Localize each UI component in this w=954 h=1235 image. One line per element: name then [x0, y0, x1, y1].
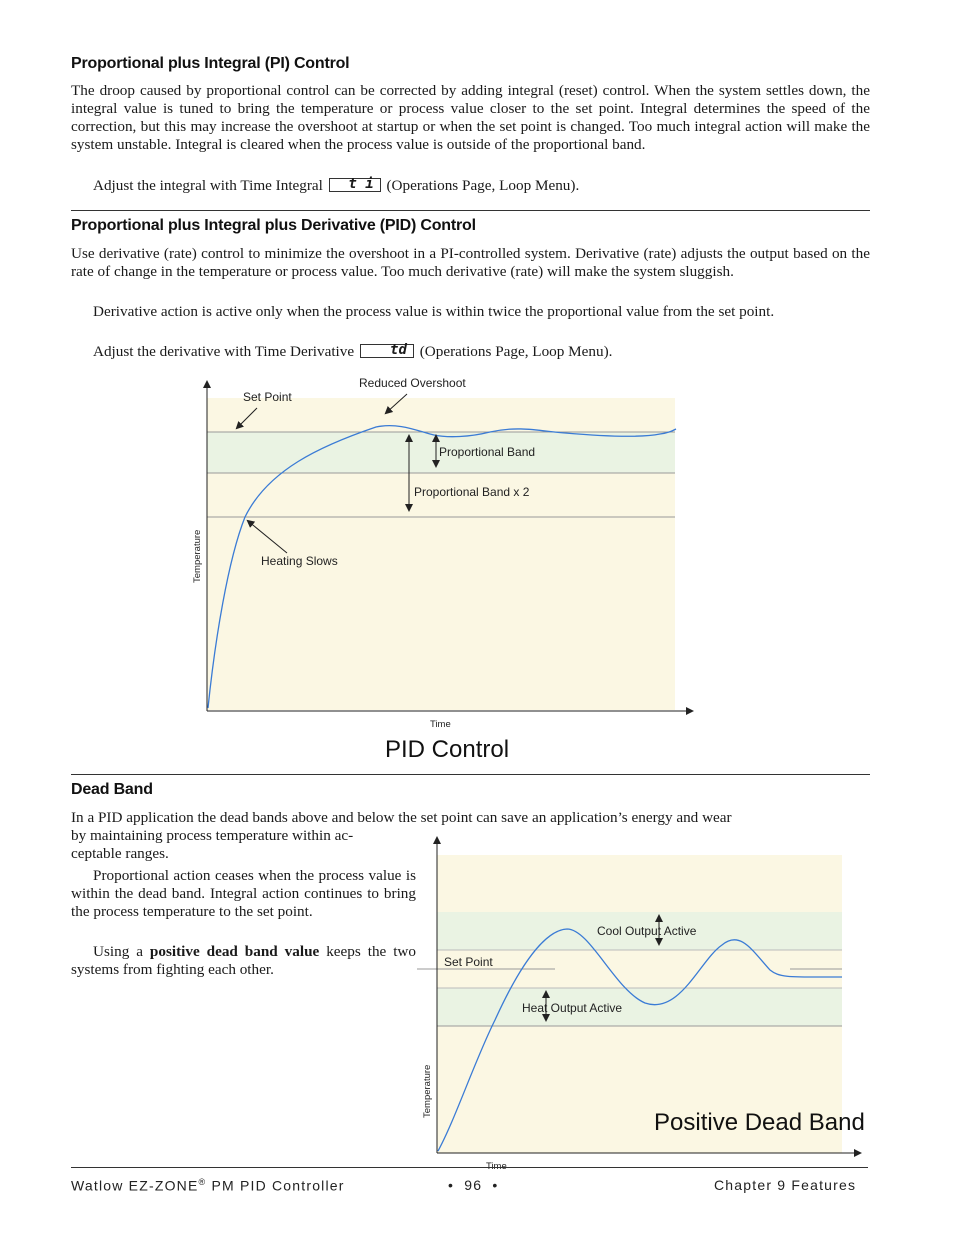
registered-mark: ®: [198, 1177, 207, 1187]
pid-paragraph-1: Use derivative (rate) control to minimize the overshoot in a PI-controlled system. Derivative (rate) adjusts the output based on the rate of change in the temperature or process value. Too much derivative (rate) will make the system sluggish.: [71, 245, 870, 280]
pid-adjust-suffix: (Operations Page, Loop Menu).: [419, 343, 613, 360]
pid-chart-title: PID Control: [385, 736, 510, 763]
deadband-paragraph-2: Proportional action ceases when the process value is within the dead band. Integral action continues to bring the process temperature to the set point.: [71, 867, 416, 920]
section-divider: [71, 210, 870, 211]
footer-rule: [71, 1167, 868, 1168]
y-axis-label: Temperature: [192, 529, 203, 583]
deadband-paragraph-3: [71, 943, 416, 979]
proportional-band-label: Proportional Band: [439, 445, 536, 459]
cool-output-label: Cool Output Active: [597, 924, 697, 938]
time-integral-display-icon: t i: [329, 178, 381, 192]
heating-slows-label: Heating Slows: [261, 554, 338, 568]
pid-adjust-line: [93, 343, 612, 361]
positive-dead-band-diagram: [415, 830, 870, 1175]
page-number: • 96 •: [448, 1177, 499, 1193]
pid-adjust-prefix: Adjust the derivative with Time Derivative: [93, 343, 355, 360]
pid-control-diagram: [180, 370, 710, 770]
footer-chapter: Chapter 9 Features: [714, 1177, 857, 1193]
db-set-point-label: Set Point: [444, 955, 493, 969]
set-point-label: Set Point: [243, 390, 292, 404]
deadband-p3-prefix: Using a: [93, 943, 143, 960]
pid-heading: Proportional plus Integral plus Derivative (PID) Control: [71, 217, 476, 234]
section-divider: [71, 774, 870, 775]
x-axis-label: Time: [430, 719, 451, 730]
pi-adjust-line: [93, 177, 579, 195]
heat-dead-band-region: [437, 988, 842, 1026]
time-derivative-display-icon: td: [360, 344, 414, 358]
deadband-p3-suffix: keeps the two systems from fighting each other.: [71, 943, 416, 978]
deadband-paragraph-1-line-3: ceptable ranges.: [71, 845, 169, 862]
deadband-p3-bold: positive dead band value: [149, 943, 320, 960]
deadband-heading: Dead Band: [71, 781, 153, 798]
pi-adjust-suffix: (Operations Page, Loop Menu).: [386, 177, 580, 194]
pid-paragraph-2: Derivative action is active only when the process value is within twice the proportional value from the set point.: [93, 303, 775, 320]
reduced-overshoot-label: Reduced Overshoot: [359, 376, 466, 390]
pi-paragraph: The droop caused by proportional control can be corrected by adding integral (reset) control. When the system settles down, the integral value is tuned to bring the temperature or process value closer to the set point. Integral determines the speed of the correction, but this may increase the overshoot at startup or when the set point is changed. Too much integral action will make the system unstable. Integral is cleared when the process value is outside of the proportional band.: [71, 82, 870, 153]
db-y-axis-label: Temperature: [422, 1064, 433, 1118]
deadband-paragraph-1-line-2: by maintaining process temperature within ac-: [71, 827, 354, 844]
heat-output-label: Heat Output Active: [522, 1001, 623, 1015]
footer-left: [71, 1177, 345, 1194]
footer-product-suffix: PM PID Controller: [206, 1177, 345, 1194]
deadband-paragraph-1-line-1: In a PID application the dead bands above and below the set point can save an application’s energy and wear: [71, 809, 732, 826]
footer-product-name: Watlow EZ-ZONE: [71, 1177, 199, 1194]
proportional-band-x2-label: Proportional Band x 2: [414, 485, 530, 499]
pi-heading: Proportional plus Integral (PI) Control: [71, 55, 350, 72]
db-chart-title: Positive Dead Band: [654, 1109, 865, 1136]
pi-adjust-prefix: Adjust the integral with Time Integral: [93, 177, 323, 194]
